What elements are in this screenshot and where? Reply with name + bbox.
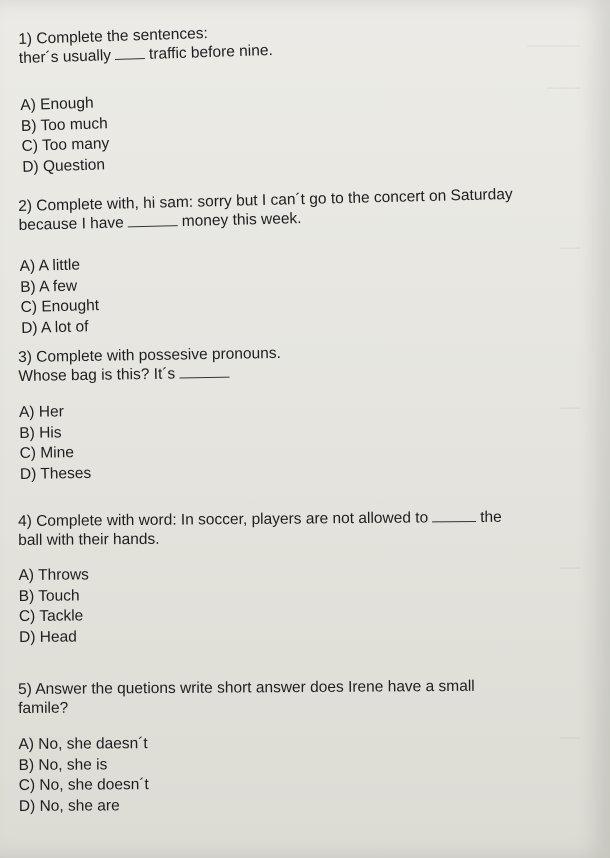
option-c[interactable]: C) No, she doesn´t: [18, 776, 149, 794]
question-3-heading: 3) Complete with possesive pronouns.: [18, 344, 282, 366]
bleed-through-text: ───: [560, 242, 580, 255]
question-4-sentence: ball with their hands.: [18, 530, 160, 549]
question-2-text-before: because I have: [18, 214, 125, 234]
option-a[interactable]: A) Her: [18, 403, 64, 421]
option-a[interactable]: A) A little: [19, 256, 81, 275]
question-1: [18, 13, 574, 178]
question-4-options: [18, 561, 583, 648]
answer-blank[interactable]: [128, 213, 178, 227]
answer-blank[interactable]: [115, 46, 145, 60]
question-5-options: [18, 731, 571, 817]
question-1-text-before: ther´s usually: [18, 47, 112, 67]
question-2: [18, 183, 583, 339]
question-1-text-after: traffic before nine.: [148, 42, 274, 63]
question-1-heading: 1) Complete the sentences:: [18, 25, 209, 48]
option-d[interactable]: D) Head: [19, 627, 77, 646]
option-d[interactable]: D) Question: [22, 155, 106, 176]
question-2-options: [19, 243, 583, 339]
option-a[interactable]: A) Throws: [18, 566, 89, 584]
question-4: [18, 507, 583, 648]
option-b[interactable]: B) A few: [19, 277, 78, 296]
bleed-through-text: ───: [560, 562, 580, 575]
question-3-options: [19, 394, 572, 485]
bleed-through-text: ───: [560, 402, 580, 415]
question-4-heading-after: the: [480, 508, 502, 526]
question-2-text-after: money this week.: [181, 210, 302, 231]
question-5-sentence: famile?: [18, 699, 69, 717]
option-d[interactable]: D) Theses: [19, 464, 92, 483]
question-4-heading-text: 4) Complete with word: In soccer, players are not allowed to: [18, 509, 429, 530]
question-5-heading: 5) Answer the quetions write short answer does Irene have a small: [18, 677, 475, 698]
question-2-heading: 2) Complete with, hi sam: sorry but I can´t go to the concert on Saturday: [18, 185, 513, 215]
option-b[interactable]: B) No, she is: [18, 755, 108, 774]
option-a[interactable]: A) Enough: [20, 94, 94, 114]
option-a[interactable]: A) No, she daesn´t: [18, 735, 148, 753]
bleed-through-text: ───: [560, 732, 580, 745]
option-c[interactable]: C) Enought: [20, 297, 100, 316]
question-5: [18, 676, 571, 817]
bleed-through-text: ────────: [527, 40, 580, 53]
option-c[interactable]: C) Tackle: [18, 607, 84, 625]
answer-blank[interactable]: [432, 509, 476, 522]
option-c[interactable]: C) Too many: [21, 135, 110, 155]
bleed-through-text: ─────: [546, 82, 580, 95]
option-d[interactable]: D) A lot of: [20, 317, 89, 337]
question-3: [18, 339, 572, 485]
option-c[interactable]: C) Mine: [19, 444, 75, 462]
answer-blank[interactable]: [179, 365, 229, 379]
question-1-options: [20, 79, 574, 178]
option-b[interactable]: B) Touch: [18, 586, 80, 605]
option-b[interactable]: B) Too much: [20, 114, 108, 135]
option-d[interactable]: D) No, she are: [18, 796, 120, 815]
option-b[interactable]: B) His: [19, 423, 62, 442]
question-3-text-before: Whose bag is this? It´s: [18, 365, 176, 385]
